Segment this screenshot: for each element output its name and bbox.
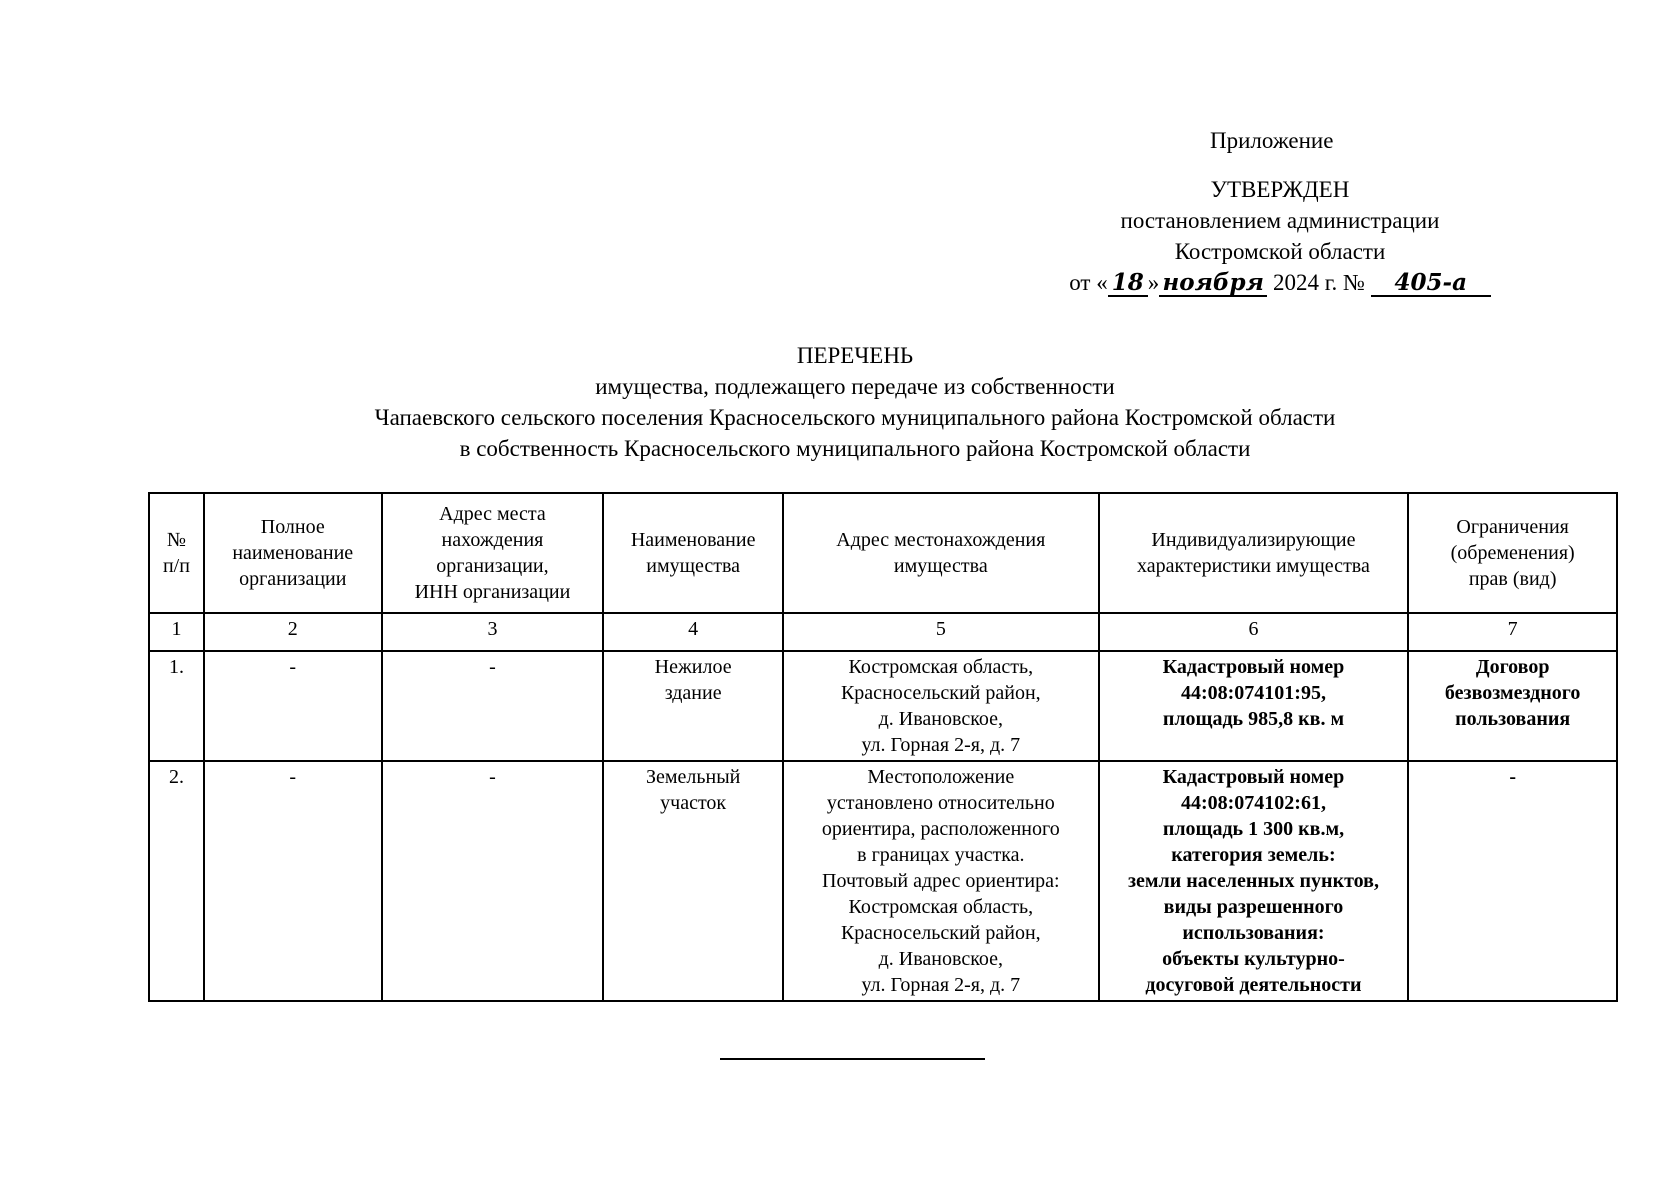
org-address-cell: - xyxy=(382,761,604,1001)
property-name-cell: Земельный участок xyxy=(603,761,783,1001)
decree-year: 2024 г. № xyxy=(1267,270,1371,295)
document-title xyxy=(140,340,1570,464)
column-number: 7 xyxy=(1408,613,1617,651)
header-property-name: Наименование имущества xyxy=(603,493,783,613)
title-line-2: Чапаевского сельского поселения Красносельского муниципального района Костромской области xyxy=(374,405,1336,430)
table-header-row xyxy=(149,493,1617,613)
decree-number: 405-а xyxy=(1371,271,1491,297)
row-number: 1. xyxy=(149,651,204,761)
property-name-cell: Нежилое здание xyxy=(603,651,783,761)
property-address-cell: Костромская область, Красносельский район, д. Ивановское, ул. Горная 2-я, д. 7 xyxy=(783,651,1099,761)
title-line-1: имущества, подлежащего передаче из собственности xyxy=(595,374,1115,399)
decree-label: постановлением администрации xyxy=(1120,208,1440,233)
column-number: 5 xyxy=(783,613,1099,651)
property-address-cell: Местоположение установлено относительно ориентира, расположенного в границах участка. Почтовый адрес ориентира: Костромская область, Красносельский район, д. Ивановское, ул. Горная 2-я, д. 7 xyxy=(783,761,1099,1001)
column-number-row xyxy=(149,613,1617,651)
restrictions-cell: Договор безвозмездного пользования xyxy=(1408,651,1617,761)
decree-day: 18 xyxy=(1108,271,1148,297)
header-org-name: Полное наименование организации xyxy=(204,493,382,613)
characteristics-cell: Кадастровый номер 44:08:074102:61, площадь 1 300 кв.м, категория земель: земли населенных пунктов, виды разрешенного использования: объекты культурно- досуговой деятельности xyxy=(1099,761,1409,1001)
table-row xyxy=(149,761,1617,1001)
header-number: № п/п xyxy=(149,493,204,613)
date-mid: » xyxy=(1147,270,1160,295)
org-address-cell: - xyxy=(382,651,604,761)
restrictions-cell: - xyxy=(1408,761,1617,1001)
column-number: 4 xyxy=(603,613,783,651)
appendix-label: Приложение xyxy=(1210,128,1334,153)
date-prefix: от « xyxy=(1069,270,1108,295)
characteristics-cell: Кадастровый номер 44:08:074101:95, площадь 985,8 кв. м xyxy=(1099,651,1409,761)
decree-date-line xyxy=(1060,267,1500,298)
approved-label: УТВЕРЖДЕН xyxy=(1210,177,1350,202)
table-row xyxy=(149,651,1617,761)
end-divider xyxy=(720,1058,985,1060)
header-property-address: Адрес местонахождения имущества xyxy=(783,493,1099,613)
property-table xyxy=(148,492,1618,1002)
approval-block xyxy=(1060,174,1500,298)
org-name-cell: - xyxy=(204,651,382,761)
row-number: 2. xyxy=(149,761,204,1001)
title-heading: ПЕРЕЧЕНЬ xyxy=(796,343,914,368)
column-number: 6 xyxy=(1099,613,1409,651)
header-characteristics: Индивидуализирующие характеристики имущества xyxy=(1099,493,1409,613)
header-org-address: Адрес места нахождения организации, ИНН организации xyxy=(382,493,604,613)
region-label: Костромской области xyxy=(1174,239,1386,264)
org-name-cell: - xyxy=(204,761,382,1001)
column-number: 1 xyxy=(149,613,204,651)
column-number: 2 xyxy=(204,613,382,651)
column-number: 3 xyxy=(382,613,604,651)
decree-month: ноября xyxy=(1159,271,1267,297)
title-line-3: в собственность Красносельского муниципального района Костромской области xyxy=(459,436,1251,461)
header-restrictions: Ограничения (обременения) прав (вид) xyxy=(1408,493,1617,613)
